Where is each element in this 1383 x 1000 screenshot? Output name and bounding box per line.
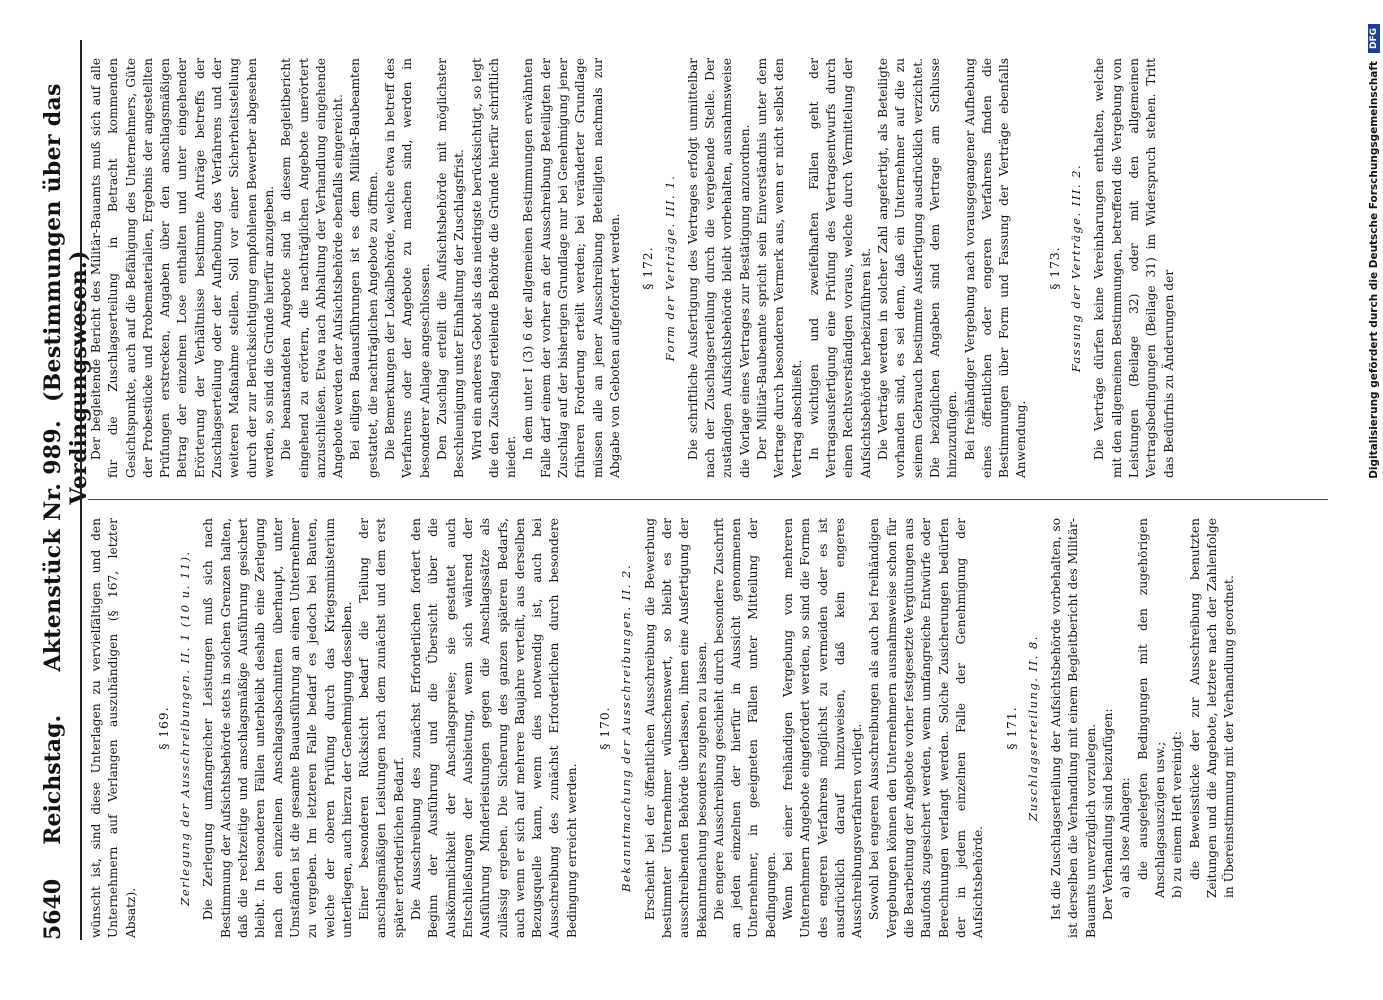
right-column: [88, 58, 1178, 478]
list-item-text: zu einem Heft vereinigt:: [1170, 731, 1185, 882]
section-171-heading: § 171.: [1004, 706, 1019, 750]
paragraph: Die Verträge werden in solcher Zahl angefertigt, als Beteiligte vorhanden sind, es sei denn, daß ein Unternehmer auf die zu seinem Gebrauch bestimmte Ausfertigung ausdrücklich verzichtet. Die bezüglichen Angaben sind dem Vertrage am Schlusse hinzuzufügen.: [876, 58, 960, 478]
paragraph: Die Bemerkungen der Lokalbehörde, welche etwa in betreff des Verfahrens oder der Angebote zu machen sind, werden in besonderer Anlage angeschlossen.: [383, 58, 432, 478]
paragraph: Die Verträge dürfen keine Vereinbarungen enthalten, welche mit den allgemeinen Bestimmungen, betreffend die Vergebung von Leistungen (Beilage 32) oder mit den allgemeinen Vertragsbedingungen (Beilage 31) im Widerspruch stehen. Tritt das Bedürfnis zu Änderungen der: [1092, 58, 1176, 478]
paragraph: In wichtigen und zweifelhaften Fällen geht der Vertragsausfertigung eine Prüfung des Vertragsentwurfs durch einen Rechtsverständigen voraus, welche durch Vermittelung der Aufsichtsbehörde herbeizuführen ist.: [806, 58, 873, 478]
paragraph: Der Militär-Baubeamte spricht sein Einverständnis unter dem Vertrage durch besonderen Vermerk aus, wenn er nicht selbst den Vertrag abschließt.: [754, 58, 804, 478]
digitization-credit: [1366, 0, 1382, 1000]
left-column: [88, 518, 1238, 938]
paragraph: Den Zuschlag erteilt die Aufsichtsbehörde mit möglichster Beschleunigung unter Einhaltung der Zuschlagsfrist.: [434, 58, 467, 478]
header-left-label: Reichstag.: [40, 714, 66, 845]
section-169-heading: § 169.: [156, 706, 171, 750]
left-intro: wünscht ist, sind diese Unterlagen zu vervielfältigen und den Unternehmern auf Verlangen auszuhändigen (§ 167, letzter Absatz).: [89, 518, 138, 938]
list-item: [1117, 518, 1134, 938]
title-main: Aktenstück Nr. 989.: [40, 420, 66, 672]
page-header: [40, 40, 92, 940]
header-rule: [80, 40, 82, 940]
paragraph: Der Verhandlung sind beizufügen:: [1101, 708, 1116, 920]
page-number: 5640: [40, 878, 66, 940]
paragraph: Bei eiligen Bauausführungen ist es dem Militär-Baubeamten gestattet, die nachträglichen Angebote zu öffnen.: [348, 58, 380, 478]
paragraph: Der begleitende Bericht des Militär-Bauamts muß sich auf alle für die Zuschlagserteilung in Betracht kommenden Gesichtspunkte, auch auf die Befähigung des Unternehmers, Güte der Probestücke und Probematerialien, Ergebnis der angestellten Prüfungen erstrecken, Angaben über den anschlagsmäßigen Betrag der einzelnen Lose enthalten und unter eingehender Erörterung der Verhältnisse bestimmte Anträge betreffs der Zuschlagserteilung oder der Aufhebung des Verfahrens und der weiteren Maßnahme stellen. Soll vor einer Sicherheitsstellung durch der zur Berücksichtigung empfohlenen Bewerber abgesehen werden, so sind die Gründe hierfür anzugeben.: [89, 58, 276, 478]
paragraph: Die engere Ausschreibung geschieht durch besondere Zuschrift an jeden einzelnen der hierfür in Aussicht genommenen Unternehmer, in geeigneten Fällen unter Mitteilung der Bedingungen.: [711, 518, 778, 938]
section-173-heading: § 173.: [1047, 246, 1062, 290]
paragraph: Die Zerlegung umfangreicher Leistungen muß sich nach Bestimmung der Aufsichtsbehörde stets in solchen Grenzen halten, daß die rechtzeitige und anschlagsmäßige Ausführung gesichert bleibt. In besonderen Fällen unterbleibt deshalb eine Zerlegung nach den einzelnen Anschlagsabschnitten überhaupt, unter Umständen ist die gesamte Bauausführung an einen Unternehmer zu vergeben. Im letzteren Falle bedarf es jedoch bei Bauten, welche der oberen Prüfung durch das Kriegsministerium unterliegen, auch hierzu der Genehmigung desselben.: [201, 518, 354, 938]
paragraph: Die beanstandeten Angebote sind in diesem Begleitbericht eingehend zu erörtern, die nachträglichen Angebote unerörtert anzuschließen. Etwa nach Abhaltung der Verhandlung eingehende Angebote werden der Aufsichtsbehörde ebenfalls eingereicht.: [279, 58, 346, 478]
dfg-logo: DFG: [1368, 24, 1380, 53]
list-item-detail: die ausgelegten Bedingungen mit den zugehörigen Anschlagsauszügen usw.;: [1135, 518, 1167, 898]
paragraph: Einer besonderen Rücksicht bedarf die Teilung der anschlagsmäßigen Leistungen nach dem zunächst und dem erst später erforderlichen Bedarf.: [357, 518, 406, 938]
list-item-label: b): [1170, 885, 1185, 898]
paragraph: Sowohl bei engeren Ausschreibungen als auch bei freihändigen Vergebungen können den Unternehmern ausnahmsweise schon für die Bearbeitung der Angebote vorher festgesetzte Vergütungen aus Baufonds zugesichert werden, wenn umfangreiche Entwürfe oder Berechnungen verlangt werden. Solche Zusicherungen bedürfen der in jedem einzelnen Falle der Genehmigung der Aufsichtsbehörde.: [867, 518, 986, 938]
section-173-subheading: Fassung der Verträge. III. 2.: [1069, 163, 1084, 373]
paragraph: Ist die Zuschlagserteilung der Aufsichtsbehörde vorbehalten, so ist derselben die Verhandlung mit einem Begleitbericht des Militär-Bauamts unverzüglich vorzulegen.: [1049, 518, 1098, 938]
paragraph: Die Ausschreibung des zunächst Erforderlichen fordert den Beginn der Ausführung und die Übersicht über die Auskömmlichkeit der Anschlagspreise; sie gestattet auch Entschließungen der Ausbietung, wenn sich während der Ausführung Minderleistungen gegen die Anschlagssätze als zulässig ergeben. Die Sicherung des ganzen späteren Bedarfs, auch wenn er sich auf mehrere Baujahre verteilt, aus derselben Bezugsquelle kann, wenn dies notwendig ist, auch bei Ausschreibung des zunächst Erforderlichen durch besondere Bedingung erreicht werden.: [409, 518, 579, 938]
page-title: [40, 40, 92, 715]
paragraph: In dem unter I (3) 6 der allgemeinen Bestimmungen erwähnten Falle darf einem der vorher an der Ausschreibung Beteiligten der Zuschlag auf der bisherigen Grundlage nur bei Genehmigung jener früheren Forderung erteilt werden; bei veränderter Grundlage müssen alle an jener Ausschreibung Beteiligten nachmals zur Abgabe von Geboten aufgefordert werden.: [521, 58, 622, 478]
title-subtitle: (Bestimmungen über das Verdingungswesen.): [40, 83, 92, 505]
paragraph: Die schriftliche Ausfertigung des Vertrages erfolgt unmittelbar nach der Zuschlagserteilung durch die vergebende Stelle. Der zuständigen Aufsichtsbehörde bleibt vorbehalten, ausnahmsweise die Vorlage eines Vertrages zur Bestätigung anzuordnen.: [685, 58, 752, 478]
section-171-subheading: Zuschlagserteilung. II. 8.: [1025, 635, 1040, 821]
list-item-text: als lose Anlagen:: [1118, 777, 1133, 883]
paragraph: Wird ein anderes Gebot als das niedrigste berücksichtigt, so legt die den Zuschlag erteilende Behörde die Gründe hierfür schriftlich nieder.: [469, 58, 519, 478]
column-divider: [88, 499, 1328, 500]
section-170-subheading: Bekanntmachung der Ausschreibungen. II. 2.: [619, 563, 634, 893]
section-172-subheading: Form der Verträge. III. 1.: [662, 174, 677, 362]
list-item-label: a): [1118, 885, 1133, 898]
paragraph: Bei freihändiger Vergebung nach vorausgegangener Aufhebung eines öffentlichen oder engeren Verfahrens finden die Bestimmungen über Form und Fassung der Verträge ebenfalls Anwendung.: [962, 58, 1029, 478]
paragraph: Erscheint bei der öffentlichen Ausschreibung die Bewerbung bestimmter Unternehmer wünschenswert, so bleibt es der ausschreibenden Behörde überlassen, ihnen eine Ausfertigung der Bekanntmachung besonders zugehen zu lassen.: [642, 518, 709, 938]
section-172-heading: § 172.: [641, 246, 656, 290]
list-item-detail: die Beweisstücke der zur Ausschreibung benutzten Zeitungen und die Angebote, letztere nach der Zahlenfolge in Übereinstimmung mit der Verhandlung geordnet.: [1187, 518, 1237, 898]
paragraph: Wenn bei einer freihändigen Vergebung von mehreren Unternehmern Angebote eingefordert werden, so sind die Formen des engeren Verfahrens möglichst zu vermeiden oder es ist ausdrücklich darauf hinzuweisen, daß kein engeres Ausschreibungsverfahren vorliegt.: [780, 518, 865, 938]
section-169-subheading: Zerlegung der Ausschreibungen. II. 1 (10 u. 11).: [178, 550, 193, 906]
section-170-heading: § 170.: [598, 706, 613, 750]
list-item: [1169, 518, 1186, 938]
credit-text: Digitalisierung gefördert durch die Deutsche Forschungsgemeinschaft: [1368, 61, 1380, 479]
